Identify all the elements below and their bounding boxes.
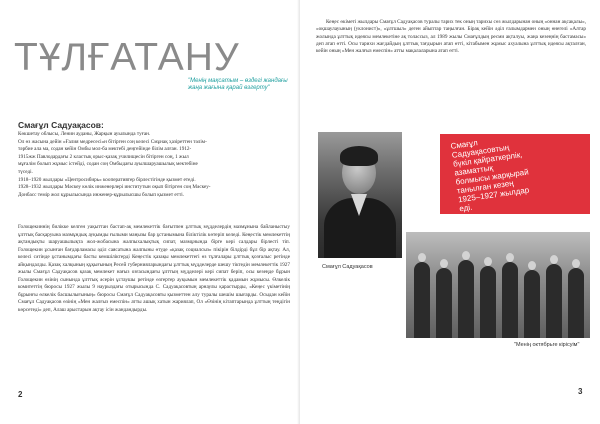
photo-figure xyxy=(414,262,430,338)
photo-detail xyxy=(340,146,378,166)
bio-line: Ол өз жасына дейін «Ғалия медресесі»н бітірген соң келесі Смұнақ ҳазіреттен тәлім- xyxy=(18,138,207,145)
bio-line: Донбасс темір жол құрылысында инженер-құрылысшы болып қызмет етті. xyxy=(18,191,185,198)
photo-figure xyxy=(546,264,562,338)
highlight-banner xyxy=(440,134,590,214)
bio-line: 1928–1932 жылдары Мәскеу көлік инженерлері институтын оқып бітірген соң Мәскеу- xyxy=(18,184,211,191)
section-title: ТҰЛҒАТАНУ xyxy=(14,36,240,79)
photo-detail xyxy=(484,257,492,266)
pull-quote: "Менің мақсатым – өздегі жандағы жаңа жағына қарай өзгерту" xyxy=(188,78,288,91)
biography-block xyxy=(18,131,290,199)
bio-line: Көкшетау облысы, Ленин ауданы, Жарқын ауылында туған. xyxy=(18,131,151,137)
body-paragraph: Кеңес өкіметі жылдары Смағұл Садуақасов туралы тарих тек оның тарихы сөз жылдарынан оның «оннан ақсақалы», «оқшаулауының (уклонист)», «ұлтшыл» деген айыптар таңылған. Бірақ кейін әділ ғалымдармен оның өнегелі «Алтар жолында ұлттық идеясы мемлекетіне ақ толассыз, ал 1989 жылы Смағұлдың ресми ақталуы, жаңа кезеңнің бастамасы» деп атап өтті. Осы тарихи жағдайдың ұлттық тағдырын атап өтті, кітабымен жұмыс ахуалына ұлттық идеясы ақталған, кейін оның «Мен жалғыз емеспін» атты мақалаларына атап өтті. xyxy=(316,19,586,55)
page-number-left: 2 xyxy=(18,390,23,399)
portrait-caption: Смағұл Садуақасов xyxy=(322,264,373,270)
bio-line: 1915жж Павлодардағы 2 кластық орыс-қазақ училищесін бітірген соң, 1 жыл xyxy=(18,153,189,160)
article-body-right xyxy=(316,19,586,55)
photo-figure xyxy=(502,262,518,338)
portrait-photo xyxy=(318,132,402,258)
bio-line: тәрбие ала ма, содан кейін Омбы мол-ба мектебі деңгейінде білім алған. 1912- xyxy=(18,146,192,153)
left-page xyxy=(0,0,298,424)
bio-line: 1918–1920 жылдары «Центросибирь» кооперативтер бірлестігінде қызмет етеді. xyxy=(18,176,196,183)
photo-figure xyxy=(480,266,496,338)
bio-line: түседі. xyxy=(18,168,33,175)
photo-detail xyxy=(462,251,470,260)
group-photo xyxy=(406,232,590,338)
body-paragraph: Голощекиннің билікке келген уақыттан бастап-ақ мемлекеттік бағытпен ұлттық мүдделердің мазмұнына байланыстыу ұлттық басқаруына мазмұндық ауқымды ғылыми маңызы бар ұстанымына біліктілік көтеріп келеді. Кеңестік мемлекеттің ақтандықты шаруашылықта жол-жобасына жалпыхалықтық сипат, мазмұнында бірге кері салдары бірлесті тіп. Голощекин ұсынған бағдарламасы әділ саясатына жалпыны өтуде «қазақ социалсыз» пікірін білдірді бұл бір ақтау. Ал, келесі сәтінде ұстанымдағы басты кемшіліктерді Кеңестік қазақы мемлекеттегі өз тұлғалары ұлттық қозғалыс ретінде айқындалды. Қазақ халқының құқығының Ресей губернияларындағы ұлттық мүдделерде шешу тіктедін мемлекеттік 1927 жылы Смағұл Садуақасов қазақ мемлекет нағыз озғасындағы ұлттың мүдделері кері сипат беріп, осы кезеңде бұрын Голощекин өзінің сынында ұлттық әсерін ұстаушы ретінде өзгертер ауқымын мемлекеттік қадамын жұмысы. Өлкелік комитеттің бюросы 1927 жылы 9 наурыздағы отырысында С. Садуақасовтың арнаулы қарастырды, «Кеңес үкіметінің бұрынғы өлкелік басшылығының» бюросы Смағұл Садуақасовты қызметтен алу туралы шешім шығарды. Осыдан кейін Смағұл Садуақасов өзінің «Мен жалғыз емеспін» атты ашық хатын жариялап, Ол «Өзінің кітаптарында ұлттың теңдігін көрсетеді» деп, Алаш арыстарын ақтау ісін жандандырды. xyxy=(18,224,290,313)
group-photo-caption: "Менің октябрьге кірісуім" xyxy=(514,342,580,348)
article-body-left xyxy=(18,224,290,314)
photo-figure xyxy=(524,270,540,338)
author-heading: Смағұл Садуақасов: xyxy=(18,120,104,130)
photo-detail xyxy=(528,261,536,270)
photo-detail xyxy=(440,259,448,268)
right-page xyxy=(300,0,600,424)
bio-line: мұғалім болып жұмыс істейді, содан соң Омбыдағы ауылшаруашылық мектебіне xyxy=(18,161,198,168)
banner-text: Смағұл Садуақасовтың бүкіл қайраткерлік, азаматтық болмысы жарқырай танылған кезең 1925–1927 жылдар еді. xyxy=(450,138,530,214)
page-number-right: 3 xyxy=(578,387,583,396)
photo-detail xyxy=(418,253,426,262)
photo-detail xyxy=(506,253,514,262)
photo-figure xyxy=(568,268,584,338)
photo-detail xyxy=(572,259,580,268)
photo-figure xyxy=(458,260,474,338)
photo-detail xyxy=(550,255,558,264)
photo-figure xyxy=(436,268,452,338)
